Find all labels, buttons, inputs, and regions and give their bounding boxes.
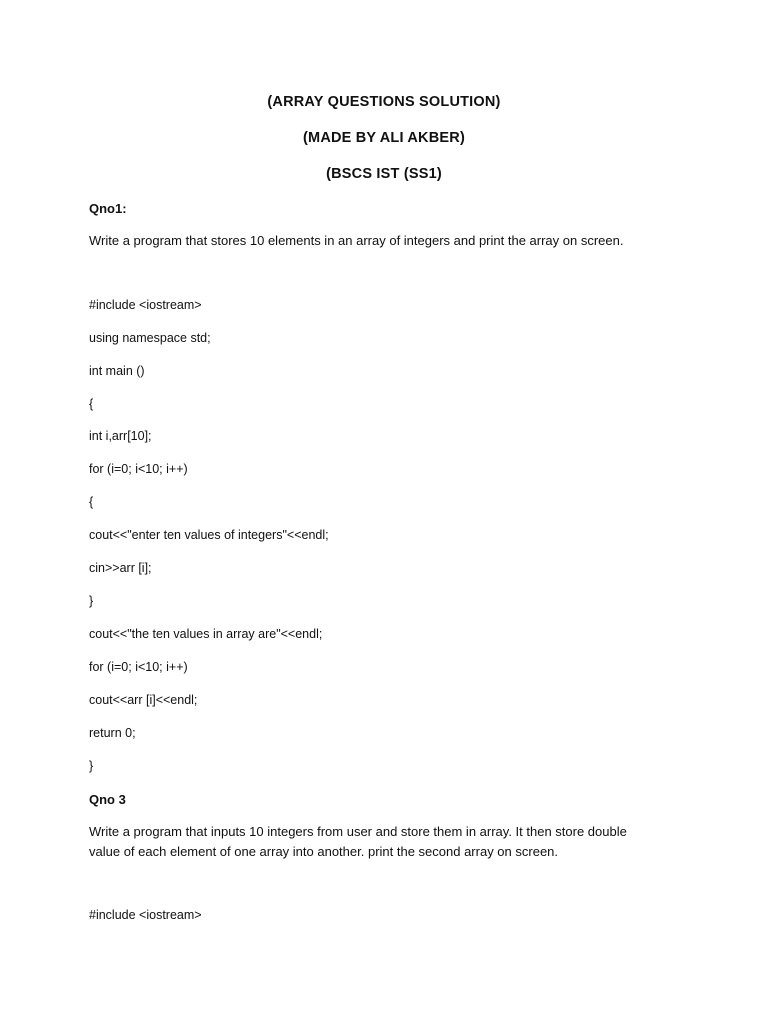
class-line: (BSCS IST (SS1) bbox=[326, 166, 442, 182]
document-title: (ARRAY QUESTIONS SOLUTION) bbox=[267, 94, 501, 110]
question-3-text-line: value of each element of one array into another. print the second array on screen. bbox=[89, 844, 559, 859]
question-3-text-line: Write a program that inputs 10 integers from user and store them in array. It then store double bbox=[89, 824, 627, 839]
code-line: { bbox=[89, 495, 94, 509]
author-line: (MADE BY ALI AKBER) bbox=[303, 130, 465, 146]
code-line: } bbox=[89, 594, 94, 608]
code-line: using namespace std; bbox=[89, 331, 211, 345]
code-line: #include <iostream> bbox=[89, 298, 202, 312]
question-1-text: Write a program that stores 10 elements in an array of integers and print the array on screen. bbox=[89, 233, 624, 248]
code-line: #include <iostream> bbox=[89, 908, 202, 922]
code-line: return 0; bbox=[89, 726, 136, 740]
code-line: cout<<"enter ten values of integers"<<endl; bbox=[89, 528, 329, 542]
code-line: int main () bbox=[89, 364, 145, 378]
question-3-heading: Qno 3 bbox=[89, 792, 126, 807]
code-line: for (i=0; i<10; i++) bbox=[89, 462, 188, 476]
code-line: cin>>arr [i]; bbox=[89, 561, 152, 575]
question-3-text bbox=[89, 822, 689, 862]
code-line: } bbox=[89, 759, 94, 773]
question-1-heading: Qno1: bbox=[89, 201, 127, 216]
code-line: cout<<arr [i]<<endl; bbox=[89, 693, 198, 707]
code-line: for (i=0; i<10; i++) bbox=[89, 660, 188, 674]
code-line: int i,arr[10]; bbox=[89, 429, 152, 443]
code-line: cout<<"the ten values in array are"<<endl; bbox=[89, 627, 323, 641]
code-line: { bbox=[89, 397, 94, 411]
